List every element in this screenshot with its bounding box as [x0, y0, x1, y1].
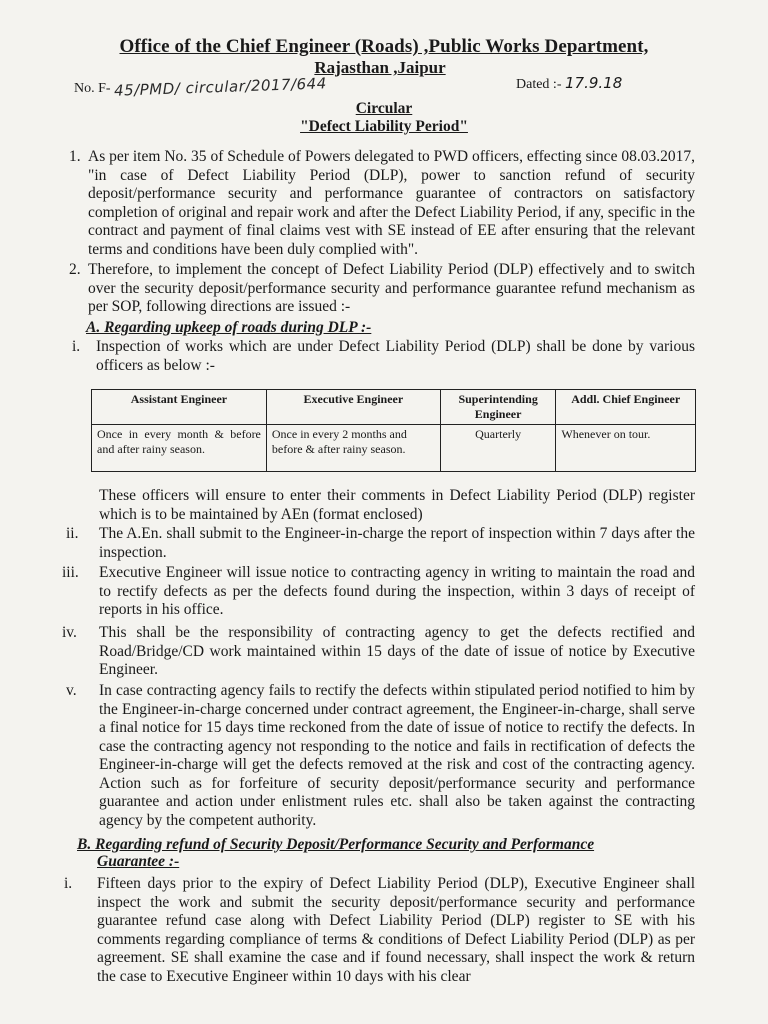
table-cell: Once in every month & before and after rainy season. [92, 425, 267, 472]
a-v-text: In case contracting agency fails to rectify the defects within stipulated period notified to him by the Engineer-in-charge concerned under contract agreement, the Engineer-in-charge, shall serve a final notice for 15 days time reckoned from the date of issue of notice to rectify the defects. In case the contracting agency not responding to the notice and fails in rectification of defects the Engineer-in-charge will get the defects removed at the risk and cost of the contracting agency. Action such as for forfeiture of security deposit/performance security and performance guarantee and action under enlistment rules etc. shall also be taken against the contracting agency by the competent authority. [99, 682, 695, 829]
para-1: As per item No. 35 of Schedule of Powers delegated to PWD officers, effecting since 08.03.2017, "in case of Defect Liability Period (DLP), power to sanction refund of security deposit/performance security and performance guarantee of contractors on satisfactory completion of original and repair work and after the Defect Liability Period, if any, specific in the contract and payment of final claims vest with SE instead of EE after ensuring that the relevant terms and conditions have been duly complied with". [88, 148, 695, 258]
table-cell: Quarterly [440, 425, 556, 472]
b-i-text: Fifteen days prior to the expiry of Defect Liability Period (DLP), Executive Engineer shall inspect the work and submit the security deposit/performance security and performance guarantee refund case along with Defect Liability Period (DLP) register to SE with his comments regarding compliance of terms & conditions of Defect Liability Period (DLP) as per agreement. SE shall examine the case and if found necessary, shall inspect the work & return the case to Executive Engineer within 10 days with his clear [97, 875, 695, 985]
office-location: Rajasthan ,Jaipur [314, 58, 446, 77]
para-2: Therefore, to implement the concept of Defect Liability Period (DLP) effectively and to switch over the security deposit/performance security and performance guarantee refund mechanism as per SOP, following directions are issued :- [88, 261, 695, 315]
a-iv-number: iv. [62, 624, 77, 641]
a-iv-text: This shall be the responsibility of contracting agency to get the defects rectified and Road/Bridge/CD work maintained within 15 days of the date of issue of notice by Executive Engineer. [99, 624, 695, 678]
circular-subject: "Defect Liability Period" [300, 118, 468, 135]
a-v-number: v. [66, 682, 77, 699]
section-b-heading-cont: Guarantee :- [97, 853, 180, 870]
after-table-text: These officers will ensure to enter their comments in Defect Liability Period (DLP) register which is to be maintained by AEn (format enclosed) [99, 487, 695, 523]
table-header: Executive Engineer [266, 390, 440, 425]
section-b-heading: B. Regarding refund of Security Deposit/Performance Security and Performance [77, 836, 595, 853]
table-cell: Once in every 2 months and before & after rainy season. [266, 425, 440, 472]
table-header: Assistant Engineer [92, 390, 267, 425]
b-i-number: i. [64, 875, 73, 892]
office-title: Office of the Chief Engineer (Roads) ,Public Works Department, [119, 36, 649, 57]
a-iii-number: iii. [62, 564, 79, 581]
ref-label: No. F- [74, 81, 111, 96]
circular-title: Circular [355, 100, 413, 117]
inspection-table [91, 389, 696, 472]
dated [516, 74, 622, 93]
para-2-number: 2. [69, 261, 81, 278]
a-iii-text: Executive Engineer will issue notice to contracting agency in writing to maintain the road and to rectify defects as per the defects found during the inspection, within 3 days of receipt of reports in his office. [99, 564, 695, 618]
a-i-text: Inspection of works which are under Defect Liability Period (DLP) shall be done by various officers as below :- [96, 338, 695, 374]
dated-handwritten: 17.9.18 [564, 74, 623, 92]
reference-number [74, 74, 328, 100]
table-header-row [92, 390, 696, 425]
table-header: Addl. Chief Engineer [556, 390, 696, 425]
table-cell: Whenever on tour. [556, 425, 696, 472]
dated-label: Dated :- [516, 77, 562, 92]
table-header: Superintending Engineer [440, 390, 556, 425]
a-i-number: i. [72, 338, 81, 355]
ref-handwritten: 45/PMD/ circular/2017/644 [113, 74, 328, 100]
para-1-number: 1. [69, 148, 81, 165]
section-a-heading: A. Regarding upkeep of roads during DLP :- [86, 319, 372, 336]
table-row [92, 425, 696, 472]
a-ii-number: ii. [66, 525, 79, 542]
a-ii-text: The A.En. shall submit to the Engineer-in-charge the report of inspection within 7 days after the inspection. [99, 525, 695, 561]
